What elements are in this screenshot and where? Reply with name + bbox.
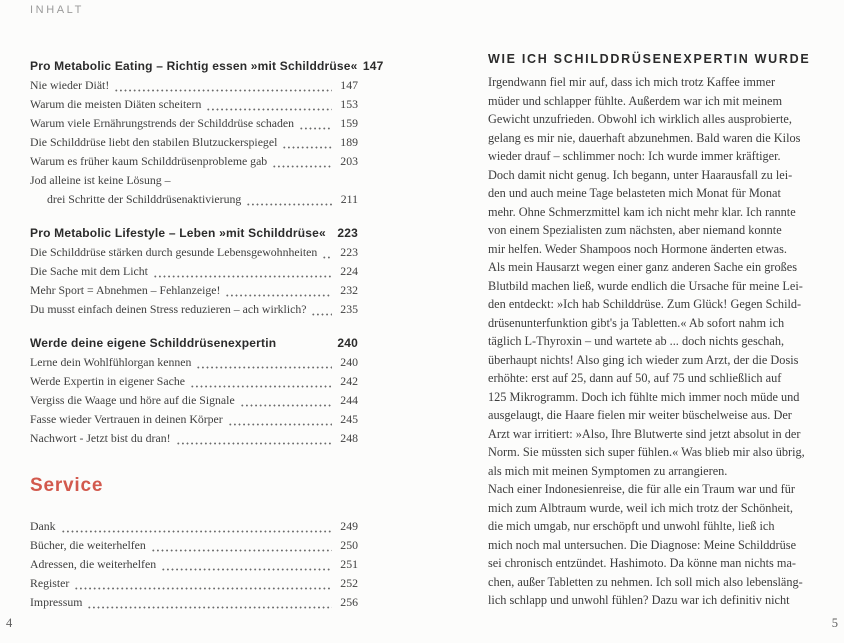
- toc-section-title: Pro Metabolic Lifestyle – Leben »mit Schilddrüse«: [30, 226, 326, 240]
- dotted-leader: [246, 190, 332, 209]
- dotted-leader: [311, 300, 332, 319]
- toc-entry-page: 250: [340, 538, 358, 552]
- dotted-leader: [151, 536, 332, 555]
- dotted-leader: [87, 593, 332, 612]
- dotted-leader: [61, 517, 332, 536]
- dotted-leader: [114, 76, 332, 95]
- chapter-text-line-11: Als mein Hausarzt wegen einer ganz anderen Sache ein großes: [488, 260, 798, 274]
- toc-entry-page: 242: [340, 374, 358, 388]
- dotted-leader: [225, 281, 332, 300]
- dotted-leader: [299, 114, 332, 133]
- toc-section-3: [30, 474, 358, 612]
- chapter-text-line-1: Irgendwann fiel mir auf, dass ich mich trotz Kaffee immer: [488, 75, 776, 89]
- chapter-text-line-12: Blutbild machen ließ, wurde endlich die Ursache für meine Lei-: [488, 278, 803, 293]
- chapter-text-line-18: 125 Mikrogramm. Doch ich fühlte mich immer noch müde und: [488, 389, 800, 404]
- chapter-text-line-26: mich noch mal untersuchen. Die Diagnose: Meine Schilddrüse: [488, 537, 797, 552]
- chapter-text-line-19: ausgelaugt, die Haare fielen mir weiter büschelweise aus. Der: [488, 408, 792, 422]
- dotted-leader: [272, 152, 332, 171]
- toc-entry-page: 147: [340, 78, 358, 92]
- right-page-number: 5: [831, 616, 838, 630]
- dotted-leader: [206, 95, 332, 114]
- toc-entry: [30, 517, 358, 536]
- service-section-heading: Service: [30, 475, 104, 496]
- toc-entry: [30, 171, 358, 190]
- toc-entry-page: 232: [340, 283, 358, 297]
- toc-entry-label: drei Schritte der Schilddrüsenaktivierung: [47, 192, 242, 206]
- toc-entry-label: Lerne dein Wohlfühlorgan kennen: [30, 355, 192, 369]
- chapter-text-line-9: von einem Spezialisten zum nächsten, aber niemand konnte: [488, 223, 782, 237]
- toc-section-header: [30, 57, 384, 76]
- chapter-text-line-7: den und auch meine Tage belasteten mich Monat für Monat: [488, 186, 781, 200]
- toc-entry-label: Warum es früher kaum Schilddrüsenprobleme gab: [30, 154, 268, 168]
- toc-entry-page: 240: [340, 355, 358, 369]
- toc-entry: [30, 410, 358, 429]
- toc-section-header: [30, 334, 358, 353]
- toc-section-2: [30, 334, 358, 448]
- toc-entry-page: 211: [340, 192, 358, 206]
- dotted-leader: [228, 410, 332, 429]
- dotted-leader: [74, 574, 332, 593]
- toc-entry: [30, 372, 358, 391]
- toc-entry: [30, 281, 358, 300]
- dotted-leader: [196, 353, 332, 372]
- chapter-text-line-25: die mich umgab, nur erschöpft und unwohl fühlte, ließ ich: [488, 519, 775, 533]
- toc-entry: [30, 114, 358, 133]
- toc-entry-page: 189: [340, 135, 358, 149]
- toc-section-page: 240: [337, 336, 358, 350]
- toc-entry: [30, 190, 358, 209]
- toc-entry: [30, 243, 358, 262]
- toc-section-title: Pro Metabolic Eating – Richtig essen »mit Schilddrüse«: [30, 59, 358, 73]
- chapter-text-line-14: drüsenunterfunktion gibt's ja Tabletten.« Ab sofort nahm ich: [488, 315, 785, 330]
- toc-entry: [30, 555, 358, 574]
- chapter-text-line-24: mich zum Albtraum wurde, weil ich mich trotz der Schönheit,: [488, 500, 793, 515]
- toc-entry-page: 248: [340, 431, 358, 445]
- toc-entry-label: Vergiss die Waage und höre auf die Signale: [30, 393, 235, 407]
- toc-entry-page: 153: [340, 97, 358, 111]
- toc-entry: [30, 593, 358, 612]
- toc-entry-page: 203: [340, 154, 358, 168]
- toc-entry-label: Nie wieder Diät!: [30, 78, 110, 92]
- chapter-page: [422, 0, 844, 643]
- toc-entry: [30, 76, 358, 95]
- toc-entry-label: Warum die meisten Diäten scheitern: [30, 97, 202, 111]
- toc-entry-label: Adressen, die weiterhelfen: [30, 557, 157, 571]
- chapter-text-line-5: wieder drauf – schlimmer noch: Ich wurde immer kräftiger.: [488, 149, 781, 163]
- chapter-text-line-8: mehr. Ohne Schmerzmittel kam ich nicht mehr klar. Ich rannte: [488, 204, 796, 219]
- chapter-heading: WIE ICH SCHILDDRÜSENEXPERTIN WURDE: [488, 52, 811, 66]
- toc-section-1: [30, 224, 358, 319]
- toc-entry-label: Dank: [30, 519, 56, 533]
- dotted-leader: [282, 133, 332, 152]
- toc-section-0: [30, 57, 384, 209]
- toc-entry: [30, 262, 358, 281]
- toc-entry-page: 235: [340, 302, 358, 316]
- toc-entry-page: 252: [340, 576, 358, 590]
- chapter-text-line-17: erhöhte: erst auf 25, dann auf 50, auf 75 und schließlich auf: [488, 371, 782, 385]
- toc-entry-page: 256: [340, 595, 358, 609]
- toc-section-page: 147: [362, 59, 384, 73]
- dotted-leader: [322, 243, 332, 262]
- dotted-leader: [176, 429, 332, 448]
- toc-entry-page: 159: [340, 116, 358, 130]
- chapter-body: [488, 73, 828, 610]
- toc-entry-label: Jod alleine ist keine Lösung –: [30, 173, 171, 187]
- toc-entry-label: Werde Expertin in eigener Sache: [30, 374, 185, 388]
- toc-entry-page: 249: [340, 519, 358, 533]
- chapter-text-line-15: täglich L-Thyroxin – und wartete ab ... doch nichts geschah,: [488, 334, 785, 348]
- toc-entry-label: Warum viele Ernährungstrends der Schilddrüse schaden: [30, 116, 295, 130]
- chapter-text-line-16: überhaupt nichts! Also ging ich wieder zum Arzt, der die Dosis: [488, 352, 799, 367]
- toc-entry-page: 251: [340, 557, 358, 571]
- chapter-text-line-4: gelang es mir nie, dauerhaft abzunehmen. Bald waren die Kilos: [488, 130, 801, 145]
- toc-entry: [30, 300, 358, 319]
- toc-running-head: INHALT: [30, 4, 84, 16]
- dotted-leader: [240, 391, 332, 410]
- toc-entry-label: Nachwort - Jetzt bist du dran!: [30, 431, 171, 445]
- chapter-text-line-2: müder und schlapper fühlte. Außerdem war ich mit meinem: [488, 93, 783, 108]
- dotted-leader: [161, 555, 332, 574]
- chapter-text-line-20: Arzt war irritiert: »Also, Ihre Blutwerte sind jetzt absolut in der: [488, 426, 801, 441]
- toc-entry-label: Die Schilddrüse liebt den stabilen Blutzuckerspiegel: [30, 135, 278, 149]
- toc-entry: [30, 429, 358, 448]
- chapter-text-line-21: Norm. Sie müssten sich super fühlen.« Was blieb mir also übrig,: [488, 445, 805, 459]
- toc-entry: [30, 536, 358, 555]
- toc-entry-label: Register: [30, 576, 70, 590]
- dotted-leader: [190, 372, 332, 391]
- chapter-text-line-28: chen, außer Tabletten zu nehmen. Ich soll mich also lebensläng-: [488, 574, 803, 589]
- toc-entry: [30, 133, 358, 152]
- toc-entry-label: Die Schilddrüse stärken durch gesunde Lebensgewohnheiten: [30, 245, 318, 259]
- toc-entry-page: 224: [340, 264, 358, 278]
- toc-entry: [30, 152, 358, 171]
- chapter-text-line-10: mir helfen. Weder Shampoos noch Hormone änderten etwas.: [488, 241, 787, 256]
- toc-entry-label: Mehr Sport = Abnehmen – Fehlanzeige!: [30, 283, 221, 297]
- toc-entry: [30, 95, 358, 114]
- chapter-text-line-3: Gewicht unzufrieden. Obwohl ich wirklich alles ausprobierte,: [488, 112, 792, 126]
- chapter-text-line-13: den entdeckt: »Ich hab Schilddrüse. Zum Glück! Gegen Schild-: [488, 297, 802, 311]
- toc-entry: [30, 353, 358, 372]
- toc-entry-label: Die Sache mit dem Licht: [30, 264, 148, 278]
- toc-entry-label: Impressum: [30, 595, 83, 609]
- toc-entry-page: 245: [340, 412, 358, 426]
- toc-entry-page: 223: [340, 245, 358, 259]
- toc-entry-page: 244: [340, 393, 358, 407]
- chapter-text-line-27: sei chronisch entzündet. Hashimoto. Da könne man nichts ma-: [488, 556, 797, 570]
- chapter-text-line-6: Doch damit nicht genug. Ich begann, unter Haarausfall zu lei-: [488, 167, 793, 182]
- chapter-text-line-29: lich schlapp und unwohl fühlen? Dazu war ich definitiv nicht: [488, 593, 790, 607]
- toc-entry-label: Bücher, die weiterhelfen: [30, 538, 146, 552]
- chapter-text-line-22: als mich mit meinen Symptomen zu arrangieren.: [488, 463, 728, 478]
- table-of-contents: [30, 57, 384, 612]
- toc-section-page: 223: [337, 226, 358, 240]
- toc-section-header: [30, 224, 358, 243]
- left-page-number: 4: [6, 616, 13, 630]
- dotted-leader: [153, 262, 332, 281]
- toc-section-title: Werde deine eigene Schilddrüsenexpertin: [30, 336, 277, 350]
- chapter-text-line-23: Nach einer Indonesienreise, die für alle ein Traum war und für: [488, 482, 795, 496]
- toc-entry: [30, 391, 358, 410]
- toc-entry: [30, 574, 358, 593]
- toc-entry-label: Fasse wieder Vertrauen in deinen Körper: [30, 412, 223, 426]
- toc-entry-label: Du musst einfach deinen Stress reduzieren – ach wirklich?: [30, 302, 307, 316]
